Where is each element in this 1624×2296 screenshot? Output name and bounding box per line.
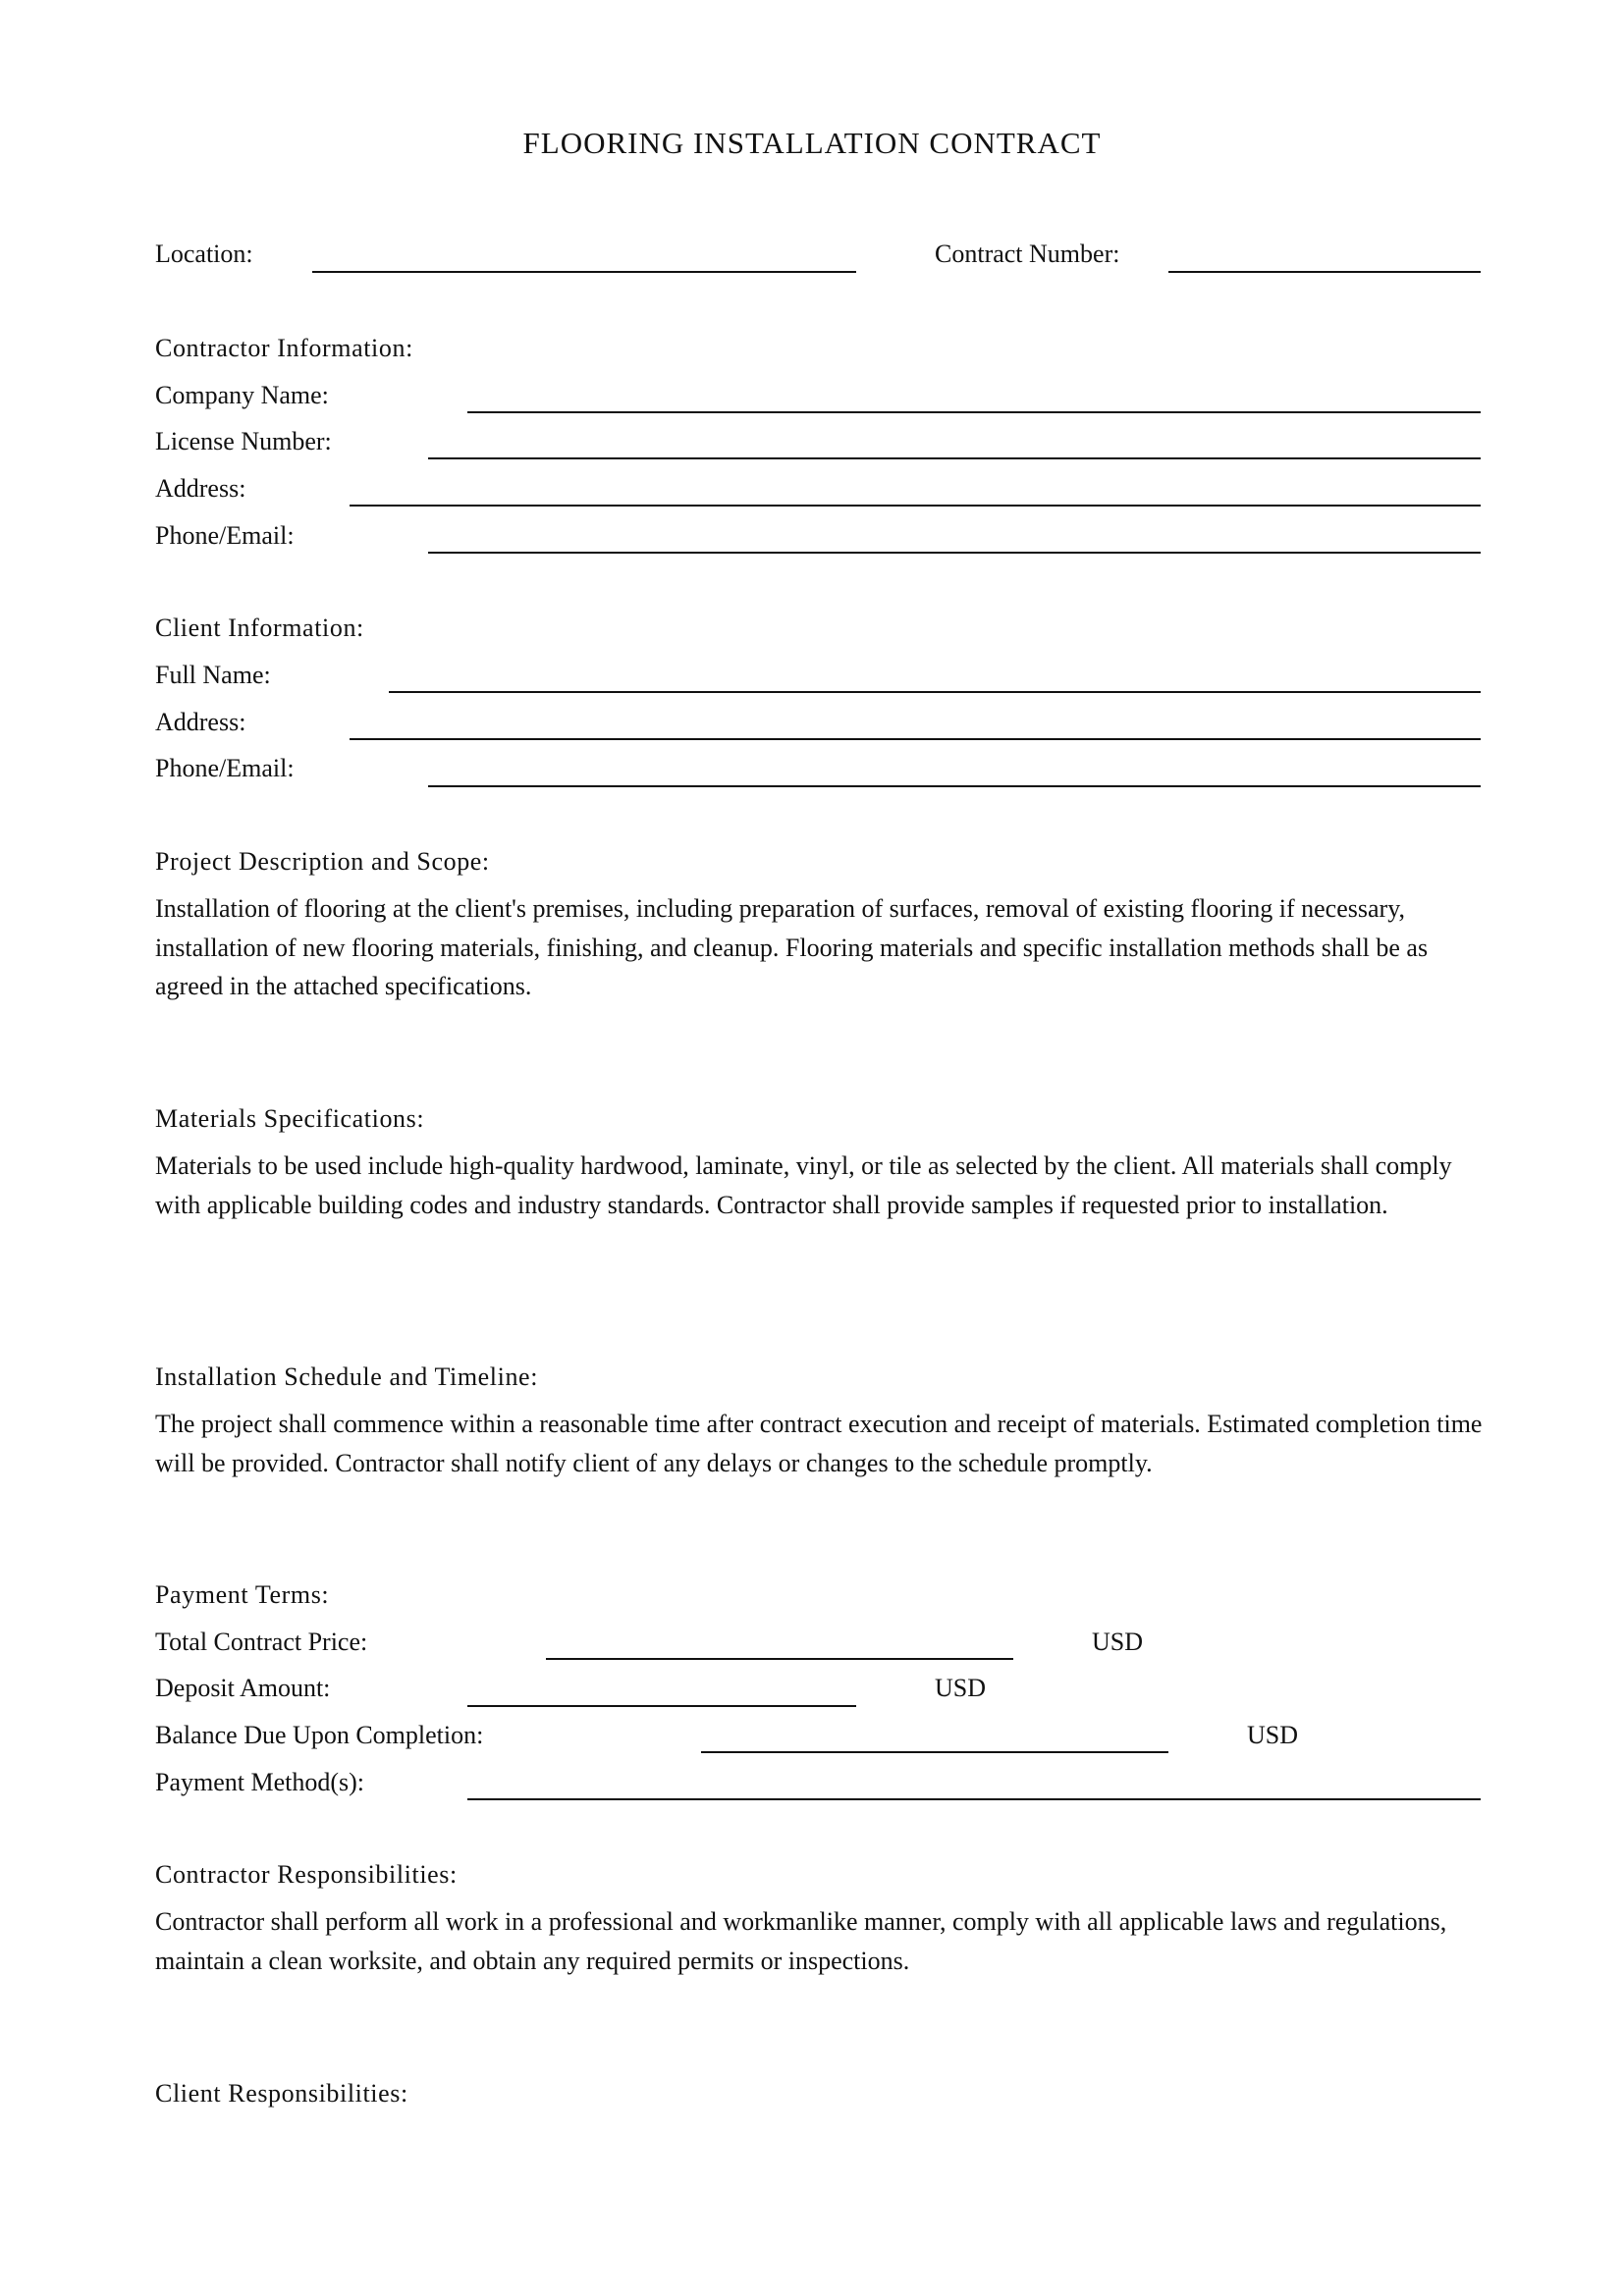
contract-number-field[interactable]: [1168, 271, 1481, 273]
payment-methods-field[interactable]: [467, 1798, 1481, 1800]
contract-number-label: Contract Number:: [935, 240, 1120, 268]
company-name-label: Company Name:: [155, 381, 329, 409]
company-name-field[interactable]: [467, 411, 1481, 413]
contractor-phone-email-label: Phone/Email:: [155, 521, 295, 550]
location-label: Location:: [155, 240, 253, 268]
client-phone-email-label: Phone/Email:: [155, 754, 295, 782]
materials-specifications-heading: Materials Specifications:: [155, 1104, 425, 1133]
contractor-responsibilities-text: Contractor shall perform all work in a professional and workmanlike manner, comply with all applicable laws and regulations, maintain a clean worksite, and obtain any required permits or inspections.: [155, 1907, 1447, 1975]
project-description-text: Installation of flooring at the client's premises, including preparation of surfaces, removal of existing flooring if necessary, installation of new flooring materials, finishing, and cleanup. Flooring materials and specific installation methods shall be as agreed in the attached specifications.: [155, 894, 1429, 1000]
location-field[interactable]: [312, 271, 856, 273]
installation-schedule-text: The project shall commence within a reasonable time after contract execution and receipt of materials. Estimated completion time will be provided. Contractor shall notify client of any delays or changes to the schedule promptly.: [155, 1410, 1483, 1477]
total-contract-price-label: Total Contract Price:: [155, 1628, 368, 1656]
client-full-name-field[interactable]: [389, 691, 1481, 693]
client-full-name-label: Full Name:: [155, 661, 271, 689]
contractor-phone-email-field[interactable]: [428, 552, 1481, 554]
deposit-amount-label: Deposit Amount:: [155, 1674, 331, 1702]
project-description-heading: Project Description and Scope:: [155, 847, 490, 876]
license-number-label: License Number:: [155, 427, 332, 455]
contractor-info-heading: Contractor Information:: [155, 334, 413, 362]
total-contract-price-field[interactable]: [546, 1658, 1013, 1660]
client-address-label: Address:: [155, 708, 246, 736]
client-address-field[interactable]: [350, 738, 1481, 740]
contractor-address-field[interactable]: [350, 505, 1481, 507]
balance-due-field[interactable]: [701, 1751, 1168, 1753]
contractor-address-label: Address:: [155, 474, 246, 503]
balance-due-currency: USD: [1247, 1721, 1299, 1749]
client-info-heading: Client Information:: [155, 614, 364, 642]
deposit-amount-field[interactable]: [467, 1705, 856, 1707]
installation-schedule-heading: Installation Schedule and Timeline:: [155, 1362, 539, 1391]
payment-methods-label: Payment Method(s):: [155, 1768, 365, 1796]
client-phone-email-field[interactable]: [428, 785, 1481, 787]
contractor-responsibilities-heading: Contractor Responsibilities:: [155, 1860, 458, 1889]
document-title: FLOORING INSTALLATION CONTRACT: [522, 126, 1102, 160]
total-contract-price-currency: USD: [1092, 1628, 1144, 1656]
materials-specifications-text: Materials to be used include high-quality hardwood, laminate, vinyl, or tile as selected by the client. All materials shall comply with applicable building codes and industry standards. Contractor shall provide samples if requested prior to installation.: [155, 1151, 1452, 1219]
deposit-amount-currency: USD: [935, 1674, 987, 1702]
client-responsibilities-heading: Client Responsibilities:: [155, 2079, 408, 2108]
balance-due-label: Balance Due Upon Completion:: [155, 1721, 484, 1749]
payment-terms-heading: Payment Terms:: [155, 1580, 330, 1609]
license-number-field[interactable]: [428, 457, 1481, 459]
